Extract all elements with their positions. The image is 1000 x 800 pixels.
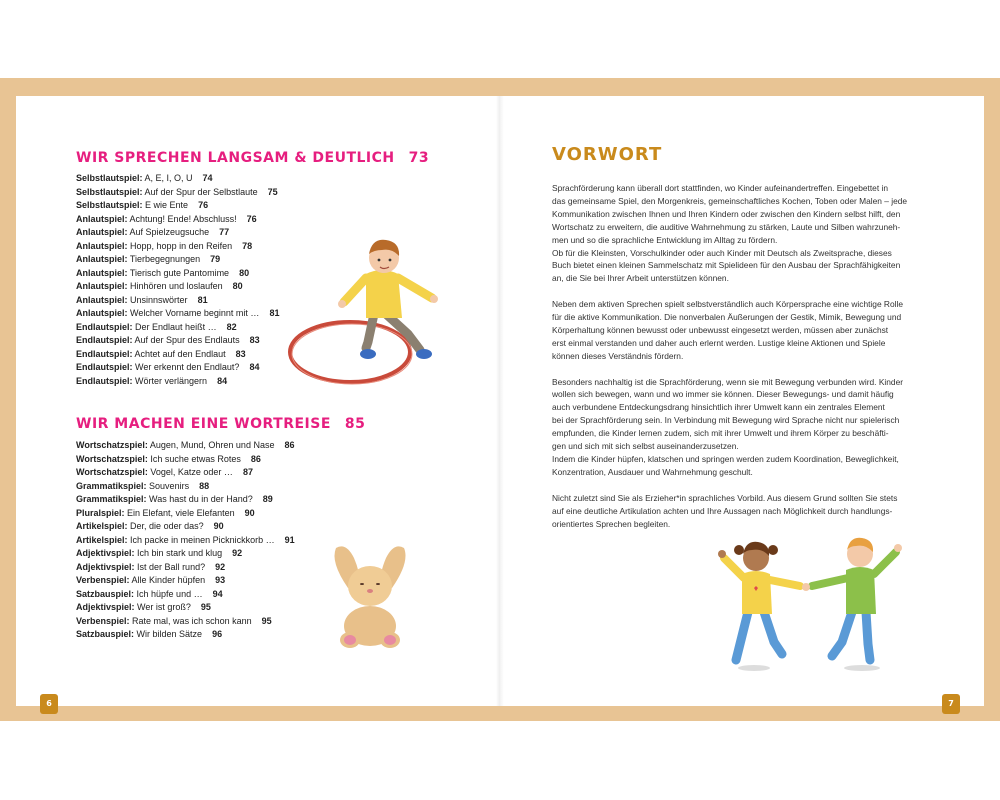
plush-bunny-illustration xyxy=(320,542,420,650)
toc-entry xyxy=(76,172,279,186)
toc-entry-page: 77 xyxy=(219,227,230,237)
toc-entry-page: 90 xyxy=(244,507,255,518)
toc-entry-kind: Artikelspiel: xyxy=(76,521,128,531)
toc-entry-page: 87 xyxy=(242,467,253,477)
toc-entry-kind: Anlautspiel: xyxy=(76,227,128,237)
book-gutter xyxy=(496,96,504,706)
vorwort-paragraph: Sprachförderung kann überall dort stattfinden, wo Kinder aufeinandertreffen. Eingebettet in das gemeinsame Spiel, den Morgenkreis, gemeinschaftliches Kochen, Toben oder Malen – jede Kommunikation zwischen Ihnen und Ihren Kindern oder zwischen den Kindern selbst hilft, den Wortschatz zu erweitern, die auditive Wahrnehmung zu stärken, Laute und Silben wahrzuneh- men und so die sprachliche Entwicklung im Alltag zu fördern. Ob für die Kleinsten, Vorschulkinder oder auch Kinder mit Deutsch als Zweitsprache, dieses Buch bietet einen kleinen Sammelschatz mit Spielideen für den Ausbau der Sprachfähigkeiten an, die Sie bei Ihrer Arbeit unterstützen können. xyxy=(552,183,908,284)
toc-entry xyxy=(76,615,295,629)
toc-entry xyxy=(76,520,295,534)
toc-entry-kind: Anlautspiel: xyxy=(76,308,128,318)
toc-entry-title: Auf Spielzeugsuche xyxy=(129,227,210,237)
toc-entry-kind: Anlautspiel: xyxy=(76,240,128,251)
toc-entry-page: 75 xyxy=(267,186,278,197)
toc-entry-page: 83 xyxy=(249,335,260,345)
toc-entry-page: 86 xyxy=(250,453,261,464)
toc-entry-page: 78 xyxy=(242,240,253,251)
toc-entry-title: Augen, Mund, Ohren und Nase xyxy=(149,440,275,450)
toc-entry-kind: Selbstlautspiel: xyxy=(76,200,143,210)
toc-entry-page: 95 xyxy=(200,602,211,612)
toc-entry-title: Tierisch gute Pantomime xyxy=(129,267,230,278)
toc-entry-kind: Verbenspiel: xyxy=(76,575,130,585)
vorwort-paragraph: Neben dem aktiven Sprechen spielt selbstverständlich auch Körpersprache eine wichtige Rolle für die aktive Kommunikation. Die nonverbalen Äußerungen der Gestik, Mimik, Bewegung und Körperhaltung können bewusst oder unbewusst eingesetzt werden, müssen aber zunächst erst einmal verstanden und daher auch erlernt werden. Lustige kleine Aktionen und Spiele können dieses Verständnis fördern. xyxy=(552,299,904,361)
toc-entry-kind: Endlautspiel: xyxy=(76,348,133,359)
toc-entry xyxy=(76,493,295,507)
toc-entry-page: 81 xyxy=(197,294,208,305)
toc-entry-page: 74 xyxy=(202,173,213,183)
toc-entry xyxy=(76,361,279,375)
toc-entry xyxy=(76,307,279,321)
toc-entry-kind: Grammatikspiel: xyxy=(76,494,147,504)
toc-entry-page: 82 xyxy=(226,321,237,332)
toc-entry-page: 96 xyxy=(212,629,223,639)
toc-entry-title: Hopp, hopp in den Reifen xyxy=(130,240,233,251)
toc-entry-kind: Adjektivspiel: xyxy=(76,602,135,612)
toc-entry-page: 81 xyxy=(269,308,280,318)
toc-entry xyxy=(76,267,279,281)
toc-entry-page: 79 xyxy=(210,254,221,264)
toc-entry-title: E wie Ente xyxy=(145,200,189,210)
toc-entry-title: Der, die oder das? xyxy=(130,521,204,531)
toc-entry xyxy=(76,226,279,240)
toc-entry-title: Ein Elefant, viele Elefanten xyxy=(127,507,235,518)
toc-entry-title: Was hast du in der Hand? xyxy=(149,494,253,504)
section-title-text: WIR MACHEN EINE WORTREISE xyxy=(76,416,331,432)
toc-entry xyxy=(76,466,295,480)
toc-entry-page: 80 xyxy=(239,267,250,278)
section-page-number: 73 xyxy=(408,150,430,166)
toc-entry-page: 90 xyxy=(213,521,224,531)
toc-entry xyxy=(76,588,295,602)
toc-entry-title: Welcher Vorname beginnt mit … xyxy=(130,308,260,318)
vorwort-title: VORWORT xyxy=(552,144,663,165)
toc-entry-page: 80 xyxy=(232,281,243,291)
toc-entry xyxy=(76,439,295,453)
toc-entry-title: Wir bilden Sätze xyxy=(136,629,203,639)
toc-entry-title: A, E, I, O, U xyxy=(144,173,193,183)
toc-entry-page: 84 xyxy=(217,375,228,386)
toc-entry-kind: Artikelspiel: xyxy=(76,534,128,545)
toc-entry-page: 94 xyxy=(212,588,223,599)
toc-entry-kind: Endlautspiel: xyxy=(76,321,133,332)
toc-entry xyxy=(76,348,279,362)
toc-entry-kind: Anlautspiel: xyxy=(76,294,128,305)
vorwort-paragraph: Nicht zuletzt sind Sie als Erzieher*in sprachliches Vorbild. Aus diesem Grund sollten Sie stets auf eine deutliche Artikulation achten und Ihre Aussagen nach Möglichkeit durch handlungs- orientiertes Sprechen begleiten. xyxy=(552,492,898,529)
toc-entry-kind: Anlautspiel: xyxy=(76,213,128,224)
toc-entry xyxy=(76,240,279,254)
section-title-text: WIR SPRECHEN LANGSAM & DEUTLICH xyxy=(76,150,395,166)
toc-entry-title: Ist der Ball rund? xyxy=(137,561,206,572)
toc-entry-title: Achtung! Ende! Abschluss! xyxy=(129,213,237,224)
toc-entry-kind: Grammatikspiel: xyxy=(76,480,147,491)
toc-entry xyxy=(76,321,279,335)
toc-entry xyxy=(76,480,295,494)
toc-entry xyxy=(76,186,279,200)
toc-entry-title: Hinhören und loslaufen xyxy=(130,281,223,291)
toc-entry-title: Alle Kinder hüpfen xyxy=(131,575,206,585)
toc-entry-kind: Endlautspiel: xyxy=(76,362,133,372)
toc-entry xyxy=(76,213,279,227)
toc-entry-title: Ich bin stark und klug xyxy=(137,548,223,558)
toc-entry xyxy=(76,561,295,575)
toc-entry-title: Vogel, Katze oder … xyxy=(150,467,233,477)
toc-entry-title: Wörter verlängern xyxy=(135,375,208,386)
toc-entry-page: 93 xyxy=(215,575,226,585)
toc-entry-title: Ich hüpfe und … xyxy=(136,588,203,599)
toc-entry-title: Auf der Spur der Selbstlaute xyxy=(144,186,258,197)
toc-entry-page: 76 xyxy=(246,213,257,224)
toc-entry-page: 76 xyxy=(198,200,209,210)
toc-list-wortreise xyxy=(76,439,295,642)
toc-entry xyxy=(76,453,295,467)
toc-entry-page: 95 xyxy=(261,615,272,626)
dancing-children-illustration xyxy=(702,526,922,676)
toc-entry-kind: Adjektivspiel: xyxy=(76,561,135,572)
section-page-number: 85 xyxy=(344,416,366,432)
toc-entry xyxy=(76,574,295,588)
toc-entry-kind: Anlautspiel: xyxy=(76,267,128,278)
toc-entry-page: 91 xyxy=(284,534,295,545)
toc-entry-title: Achtet auf den Endlaut xyxy=(134,348,226,359)
toc-entry xyxy=(76,334,279,348)
vorwort-paragraph: Besonders nachhaltig ist die Sprachförderung, wenn sie mit Bewegung verbunden wird. Kinder wollen sich bewegen, wann und wo immer sie können. Dieser Bewegungs- und damit häufig auch verbundene Entdeckungsdrang hinsichtlich ihrer Umwelt kann ein zentrales Element bei der Sprachförderung sein. In Verbindung mit Bewegung wird Sprache nicht nur spielerisch empfunden, die Kinder lernen zudem, sich mit ihrer Umwelt und ihrem Körper zu beschäfti- gen und sich mit sich selbst auseinanderzusetzen. Indem die Kinder hüpfen, klatschen und springen werden zudem Koordination, Beweglichkeit, Konzentration, Ausdauer und Wahrnehmung geschult. xyxy=(552,376,904,477)
toc-entry-page: 86 xyxy=(284,440,295,450)
toc-entry xyxy=(76,375,279,389)
vorwort-body xyxy=(552,182,928,543)
toc-entry-title: Tierbegegnungen xyxy=(129,254,201,264)
toc-entry xyxy=(76,280,279,294)
toc-entry-kind: Pluralspiel: xyxy=(76,507,125,518)
toc-entry-title: Unsinnswörter xyxy=(130,294,188,305)
toc-entry xyxy=(76,199,279,213)
toc-entry-title: Wer erkennt den Endlaut? xyxy=(135,362,240,372)
toc-entry-kind: Anlautspiel: xyxy=(76,254,128,264)
toc-entry-title: Souvenirs xyxy=(149,480,190,491)
toc-entry-page: 92 xyxy=(232,548,243,558)
toc-entry xyxy=(76,628,295,642)
toc-entry-kind: Selbstlautspiel: xyxy=(76,173,143,183)
toc-entry-kind: Wortschatzspiel: xyxy=(76,453,148,464)
toc-entry-kind: Wortschatzspiel: xyxy=(76,467,148,477)
toc-entry-kind: Endlautspiel: xyxy=(76,375,133,386)
toc-entry-page: 92 xyxy=(215,561,226,572)
toc-entry-page: 84 xyxy=(249,362,260,372)
toc-entry-kind: Wortschatzspiel: xyxy=(76,440,148,450)
section-title-wortreise xyxy=(76,416,365,432)
toc-entry-title: Ich packe in meinen Picknickkorb … xyxy=(130,534,275,545)
toc-entry-kind: Selbstlautspiel: xyxy=(76,186,143,197)
toc-list-langsam-deutlich xyxy=(76,172,279,388)
section-title-langsam-deutlich xyxy=(76,150,429,166)
toc-entry-title: Auf der Spur des Endlauts xyxy=(134,335,240,345)
toc-entry xyxy=(76,601,295,615)
toc-entry-kind: Anlautspiel: xyxy=(76,281,128,291)
toc-entry-page: 83 xyxy=(235,348,246,359)
toc-entry-kind: Adjektivspiel: xyxy=(76,548,135,558)
toc-entry-page: 89 xyxy=(262,494,273,504)
toc-entry-title: Wer ist groß? xyxy=(137,602,191,612)
toc-entry-kind: Satzbauspiel: xyxy=(76,588,135,599)
toc-entry xyxy=(76,534,295,548)
toc-entry-title: Ich suche etwas Rotes xyxy=(150,453,241,464)
toc-entry-title: Der Endlaut heißt … xyxy=(135,321,217,332)
toc-entry xyxy=(76,294,279,308)
toc-entry-page: 88 xyxy=(199,480,210,491)
boy-with-hoop-illustration xyxy=(282,222,464,392)
toc-entry-kind: Endlautspiel: xyxy=(76,335,133,345)
toc-entry-kind: Satzbauspiel: xyxy=(76,629,135,639)
toc-entry xyxy=(76,507,295,521)
toc-entry-title: Rate mal, was ich schon kann xyxy=(132,615,252,626)
toc-entry-kind: Verbenspiel: xyxy=(76,615,130,626)
page-number-left: 6 xyxy=(40,694,58,714)
page-number-right: 7 xyxy=(942,694,960,714)
toc-entry xyxy=(76,253,279,267)
toc-entry xyxy=(76,547,295,561)
